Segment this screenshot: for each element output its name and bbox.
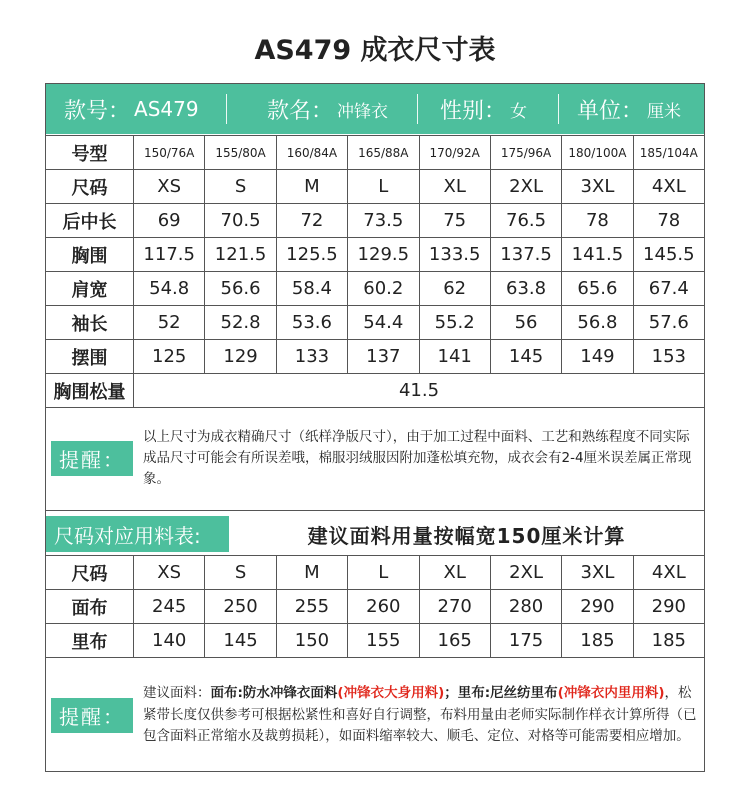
reminder-label: 提醒： <box>51 698 133 733</box>
table-cell: 75 <box>419 204 490 238</box>
table-cell: 3XL <box>562 170 633 204</box>
table-cell: 63.8 <box>490 272 561 306</box>
table-cell: 133 <box>276 340 347 374</box>
table-row <box>46 340 705 374</box>
row-label: 袖长 <box>46 306 134 340</box>
table-cell: 62 <box>419 272 490 306</box>
table-row <box>46 590 705 624</box>
style-name-key: 款名： <box>267 98 334 124</box>
table-cell: 56.8 <box>562 306 633 340</box>
reminder-text: 以上尺寸为成衣精确尺寸（纸样净版尺寸），由于加工过程中面料、工艺和熟练程度不同实际成品尺寸可能会有所误差哦，棉服羽绒服因附加蓬松填充物，成衣会有2-4厘米误差属正常现象。 <box>143 428 692 487</box>
table-cell: 60.2 <box>348 272 419 306</box>
table-cell: XS <box>134 170 205 204</box>
table-cell: 137 <box>348 340 419 374</box>
table-cell: 290 <box>633 590 704 624</box>
table-cell: 155/80A <box>205 136 276 170</box>
table-cell: 78 <box>633 204 704 238</box>
table-row <box>46 306 705 340</box>
table-cell: 73.5 <box>348 204 419 238</box>
page-title: AS479 成衣尺寸表 <box>254 35 496 66</box>
table-cell: 160/84A <box>276 136 347 170</box>
fabric-table <box>45 555 705 658</box>
size-chart-frame <box>45 83 705 772</box>
table-cell: 250 <box>205 590 276 624</box>
table-cell: 78 <box>562 204 633 238</box>
table-cell: 76.5 <box>490 204 561 238</box>
table-cell: 145 <box>205 624 276 658</box>
table-cell: XS <box>134 556 205 590</box>
row-label: 肩宽 <box>46 272 134 306</box>
table-cell: S <box>205 170 276 204</box>
table-cell: 2XL <box>490 556 561 590</box>
row-label: 号型 <box>46 136 134 170</box>
table-cell: 129 <box>205 340 276 374</box>
table-cell: XL <box>419 556 490 590</box>
table-cell: 57.6 <box>633 306 704 340</box>
table-cell: 70.5 <box>205 204 276 238</box>
table-cell: 180/100A <box>562 136 633 170</box>
table-cell: 4XL <box>633 556 704 590</box>
unit-cell <box>559 84 704 134</box>
divider <box>226 94 227 124</box>
style-no-key: 款号： <box>64 98 131 124</box>
table-row <box>46 238 705 272</box>
table-cell: XL <box>419 170 490 204</box>
table-cell: 165 <box>419 624 490 658</box>
table-cell: 67.4 <box>633 272 704 306</box>
reminder-note <box>46 406 704 511</box>
table-cell: 245 <box>134 590 205 624</box>
table-cell: 149 <box>562 340 633 374</box>
row-label: 后中长 <box>46 204 134 238</box>
row-label: 面布 <box>46 590 134 624</box>
table-cell: 56.6 <box>205 272 276 306</box>
table-cell: 280 <box>490 590 561 624</box>
fabric-note: 建议面料用量按幅宽150厘米计算 <box>307 523 626 548</box>
table-cell: 125.5 <box>276 238 347 272</box>
table-cell: 4XL <box>633 170 704 204</box>
row-label: 尺码 <box>46 170 134 204</box>
fabric-header <box>46 516 704 552</box>
row-label: 摆围 <box>46 340 134 374</box>
style-no-cell <box>46 84 226 134</box>
table-cell: 52 <box>134 306 205 340</box>
table-cell: 117.5 <box>134 238 205 272</box>
table-cell: 153 <box>633 340 704 374</box>
table-cell: 72 <box>276 204 347 238</box>
table-cell: 141.5 <box>562 238 633 272</box>
table-row <box>46 272 705 306</box>
table-cell: 52.8 <box>205 306 276 340</box>
table-row <box>46 374 705 408</box>
note-part: ，松紧带长度仅供参考可根据松紧性和喜好自行调整，布料用量由老师实际制作样衣计算所得（已包含面料正常缩水及裁剪损耗），如面料缩率较大、顺毛、定位、对格等可能需要相应增加。 <box>143 685 697 745</box>
table-cell: 155 <box>348 624 419 658</box>
table-cell: 175 <box>490 624 561 658</box>
table-cell: 255 <box>276 590 347 624</box>
note-part-highlight: (冲锋衣大身用料) <box>337 685 445 702</box>
unit-key: 单位： <box>577 98 644 124</box>
table-cell: 145 <box>490 340 561 374</box>
fabric-title: 尺码对应用料表: <box>46 516 229 552</box>
table-cell: 56 <box>490 306 561 340</box>
row-label: 胸围 <box>46 238 134 272</box>
fabric-reminder-note <box>46 659 704 772</box>
table-cell: 185/104A <box>633 136 704 170</box>
table-row <box>46 556 705 590</box>
unit-value: 厘米 <box>647 101 682 122</box>
table-cell: L <box>348 556 419 590</box>
table-cell: M <box>276 170 347 204</box>
row-label: 胸围松量 <box>46 374 134 408</box>
style-name-value: 冲锋衣 <box>337 101 389 122</box>
row-label: 里布 <box>46 624 134 658</box>
table-row <box>46 624 705 658</box>
table-cell: 175/96A <box>490 136 561 170</box>
row-label: 尺码 <box>46 556 134 590</box>
table-cell: 41.5 <box>134 374 705 408</box>
table-cell: 290 <box>562 590 633 624</box>
table-cell: 150/76A <box>134 136 205 170</box>
table-cell: 170/92A <box>419 136 490 170</box>
table-cell: 145.5 <box>633 238 704 272</box>
divider <box>558 94 559 124</box>
style-no-value: AS479 <box>134 97 199 121</box>
table-cell: 121.5 <box>205 238 276 272</box>
table-cell: 140 <box>134 624 205 658</box>
table-cell: 260 <box>348 590 419 624</box>
table-cell: 53.6 <box>276 306 347 340</box>
table-cell: 69 <box>134 204 205 238</box>
note-part: 建议面料： <box>143 685 211 702</box>
size-table <box>45 135 705 408</box>
table-cell: 185 <box>562 624 633 658</box>
divider <box>417 94 418 124</box>
table-cell: 129.5 <box>348 238 419 272</box>
table-cell: 3XL <box>562 556 633 590</box>
table-row <box>46 136 705 170</box>
table-cell: 125 <box>134 340 205 374</box>
table-cell: 165/88A <box>348 136 419 170</box>
table-row <box>46 170 705 204</box>
table-cell: 133.5 <box>419 238 490 272</box>
style-name-cell <box>227 84 417 134</box>
table-cell: M <box>276 556 347 590</box>
table-cell: 58.4 <box>276 272 347 306</box>
fabric-reminder-text <box>143 683 698 748</box>
reminder-label: 提醒： <box>51 441 133 476</box>
table-cell: 185 <box>633 624 704 658</box>
table-cell: 54.4 <box>348 306 419 340</box>
table-cell: 141 <box>419 340 490 374</box>
table-cell: 55.2 <box>419 306 490 340</box>
note-part-highlight: (冲锋衣内里用料) <box>557 685 665 702</box>
note-part-bold: 面布:防水冲锋衣面料 <box>210 685 338 702</box>
table-cell: 65.6 <box>562 272 633 306</box>
table-cell: 137.5 <box>490 238 561 272</box>
table-cell: 2XL <box>490 170 561 204</box>
gender-value: 女 <box>510 101 528 122</box>
table-cell: L <box>348 170 419 204</box>
gender-key: 性别： <box>440 98 507 124</box>
table-cell: 150 <box>276 624 347 658</box>
gender-cell <box>418 84 558 134</box>
info-bar <box>46 84 704 134</box>
table-cell: 270 <box>419 590 490 624</box>
table-row <box>46 204 705 238</box>
note-part-bold: ；里布:尼丝纺里布 <box>444 685 558 702</box>
table-cell: 54.8 <box>134 272 205 306</box>
table-cell: S <box>205 556 276 590</box>
